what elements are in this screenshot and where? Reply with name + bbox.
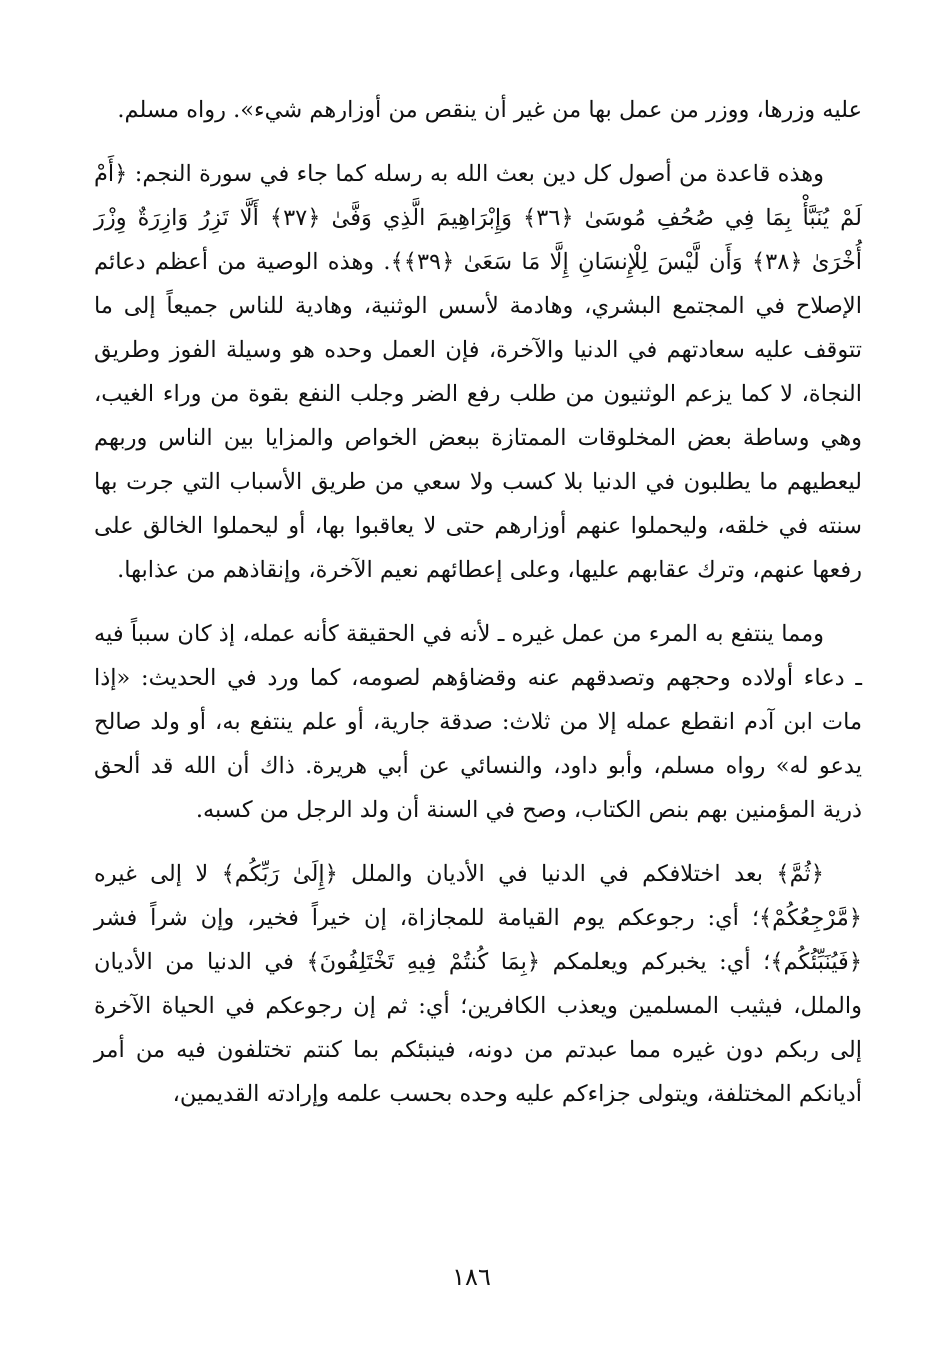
page-number: ١٨٦ — [452, 1263, 491, 1291]
paragraph-2: وهذه قاعدة من أصول كل دين بعث الله به رسله كما جاء في سورة النجم: ﴿أَمْ لَمْ يُنَبَّأْ بِمَا فِي صُحُفِ مُوسَىٰ ﴿٣٦﴾ وَإِبْرَاهِيمَ الَّذِي وَفَّىٰ ﴿٣٧﴾ أَلَّا تَزِرُ وَازِرَةٌ وِزْرَ أُخْرَىٰ ﴿٣٨﴾ وَأَن لَّيْسَ لِلْإِنسَانِ إِلَّا مَا سَعَىٰ ﴿٣٩﴾﴾. وهذه الوصية من أعظم دعائم الإصلاح في المجتمع البشري، وهادمة لأسس الوثنية، وهادية للناس جميعاً إلى ما تتوقف عليه سعادتهم في الدنيا والآخرة، فإن العمل وحده هو وسيلة الفوز وطريق النجاة، لا كما يزعم الوثنيون من طلب رفع الضر وجلب النفع بقوة من وراء الغيب، وهي وساطة بعض المخلوقات الممتازة ببعض الخواص والمزايا بين الناس وربهم ليعطيهم ما يطلبون في الدنيا بلا كسب ولا سعي من طريق الأسباب التي جرت بها سنته في خلقه، وليحملوا عنهم أوزارهم حتى لا يعاقبوا بها، أو ليحملوا الخالق على رفعها عنهم، وترك عقابهم عليها، وعلى إعطائهم نعيم الآخرة، وإنقاذهم من عذابها. — [94, 161, 862, 583]
paragraph-3: ومما ينتفع به المرء من عمل غيره ـ لأنه في الحقيقة كأنه عمله، إذ كان سبباً فيه ـ دعاء أولاده وحجهم وتصدقهم عنه وقضاؤهم لصومه، كما ورد في الحديث: «إذا مات ابن آدم انقطع عمله إلا من ثلاث: صدقة جارية، أو علم ينتفع به، أو ولد صالح يدعو له» رواه مسلم، وأبو داود، والنسائي عن أبي هريرة. ذاك أن الله قد ألحق ذرية المؤمنين بهم بنص الكتاب، وصح في السنة أن ولد الرجل من كسبه. — [94, 621, 862, 823]
page-body — [94, 88, 862, 1136]
paragraph-4: ﴿ثُمَّ﴾ بعد اختلافكم في الدنيا في الأديان والملل ﴿إِلَىٰ رَبِّكُم﴾ لا إلى غيره ﴿مَّرْجِعُكُمْ﴾؛ أي: رجوعكم يوم القيامة للمجازاة، إن خيراً فخير، وإن شراً فشر ﴿فَيُنَبِّئُكُم﴾؛ أي: يخبركم ويعلمكم ﴿بِمَا كُنتُمْ فِيهِ تَخْتَلِفُونَ﴾ في الدنيا من الأديان والملل، فيثيب المسلمين ويعذب الكافرين؛ أي: ثم إن رجوعكم في الحياة الآخرة إلى ربكم دون غيره مما عبدتم من دونه، فينبئكم بما كنتم تختلفون فيه من أمر أديانكم المختلفة، ويتولى جزاءكم عليه وحده بحسب علمه وإرادته القديمين، — [94, 861, 862, 1107]
paragraph-1: عليه وزرها، ووزر من عمل بها من غير أن ينقص من أوزارهم شيء». رواه مسلم. — [117, 97, 862, 123]
